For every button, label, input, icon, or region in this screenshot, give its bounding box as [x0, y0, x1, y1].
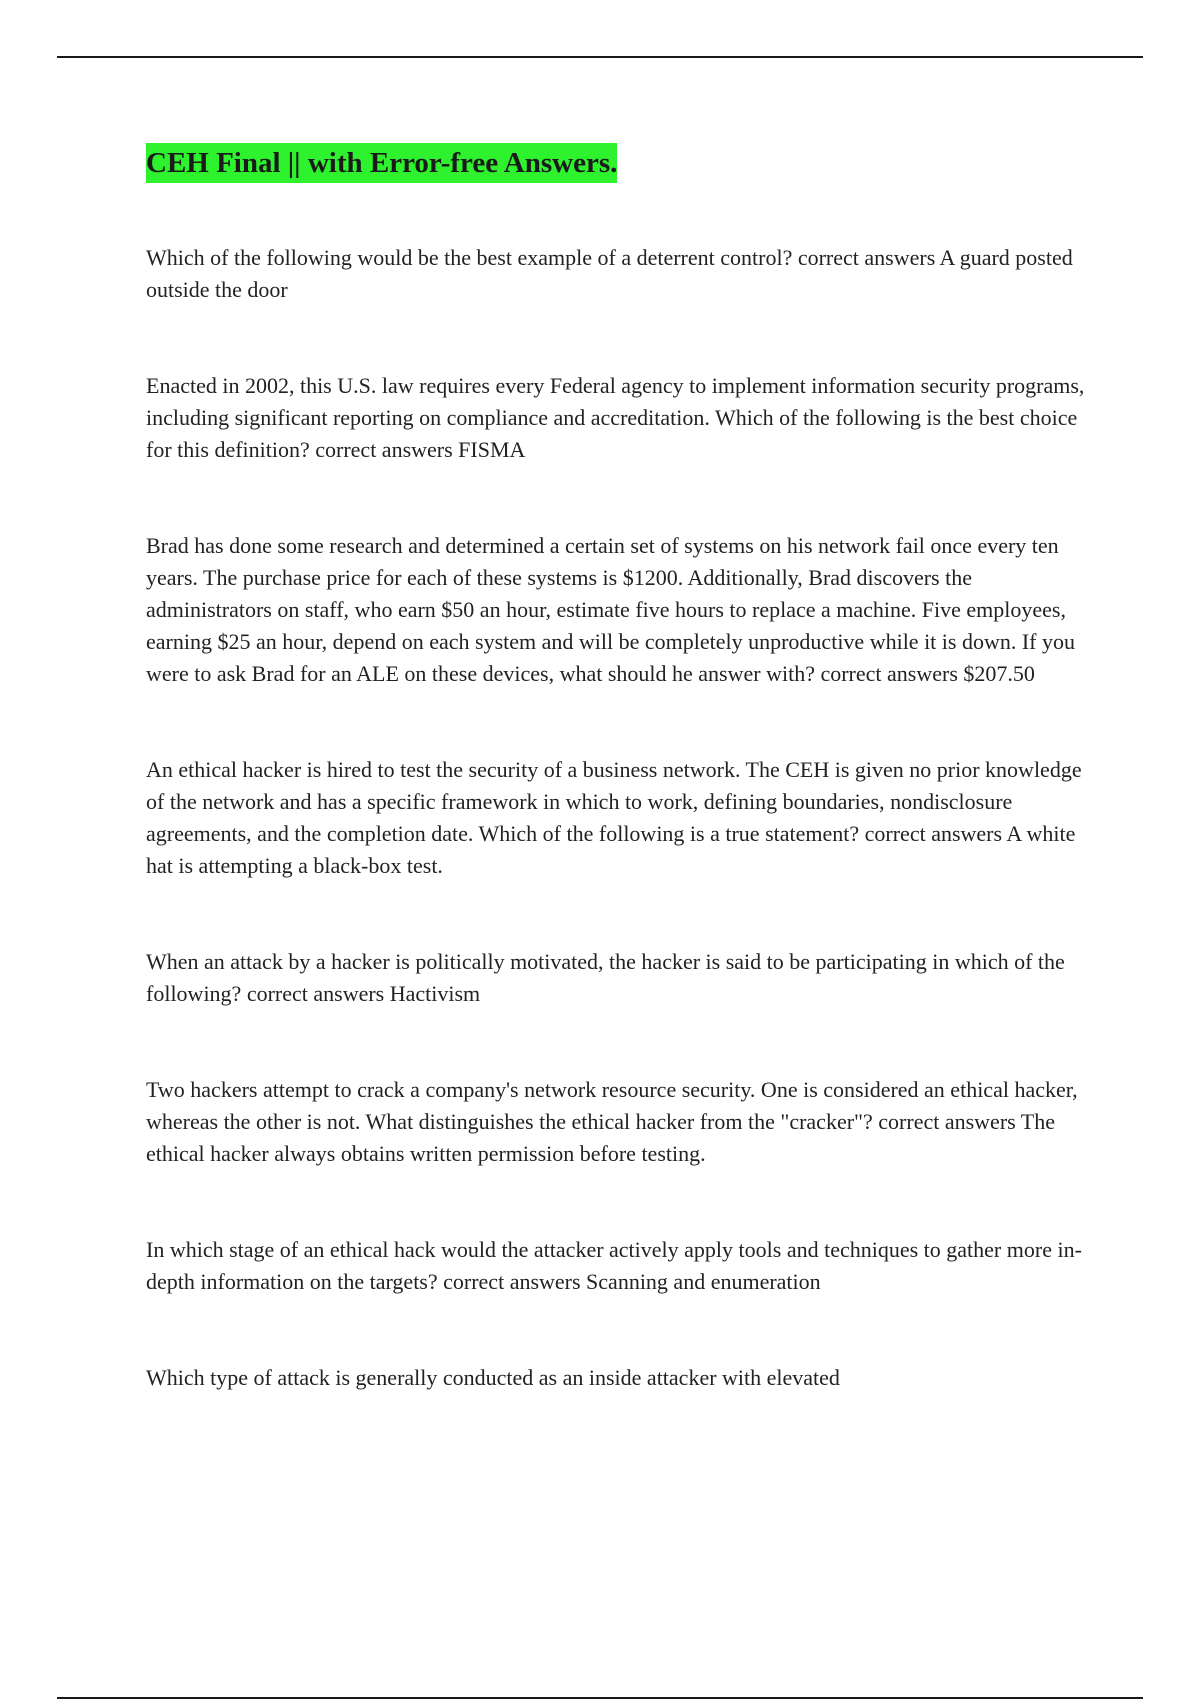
qa-item: Two hackers attempt to crack a company's network resource security. One is considered an ethical hacker, whereas the other is not. What distinguishes the ethical hacker from the "cracker"? correct answers The ethical hacker always obtains written permission before testing.: [146, 1077, 1078, 1166]
qa-item: An ethical hacker is hired to test the security of a business network. The CEH is given no prior knowledge of the network and has a specific framework in which to work, defining boundaries, nondisclosure agreements, and the completion date. Which of the following is a true statement? correct answers A white hat is attempting a black-box test.: [146, 757, 1082, 878]
qa-item: Which of the following would be the best example of a deterrent control? correct answers A guard posted outside the door: [146, 245, 1073, 302]
qa-list: [146, 242, 1096, 1394]
qa-item: When an attack by a hacker is politically motivated, the hacker is said to be participating in which of the following? correct answers Hactivism: [146, 949, 1065, 1006]
qa-item: In which stage of an ethical hack would the attacker actively apply tools and techniques to gather more in-depth information on the targets? correct answers Scanning and enumeration: [146, 1237, 1082, 1294]
document-title: CEH Final || with Error-free Answers.: [146, 143, 617, 183]
qa-item: Brad has done some research and determined a certain set of systems on his network fail once every ten years. The purchase price for each of these systems is $1200. Additionally, Brad discovers the administrators on staff, who earn $50 an hour, estimate five hours to replace a machine. Five employees, earning $25 an hour, depend on each system and will be completely unproductive while it is down. If you were to ask Brad for an ALE on these devices, what should he answer with? correct answers $207.50: [146, 533, 1076, 686]
qa-item: Enacted in 2002, this U.S. law requires every Federal agency to implement information security programs, including significant reporting on compliance and accreditation. Which of the following is the best choice for this definition? correct answers FISMA: [146, 373, 1085, 462]
document-body: [146, 143, 1096, 1458]
qa-item: Which type of attack is generally conducted as an inside attacker with elevated: [146, 1365, 840, 1390]
page-top-rule: [57, 56, 1143, 58]
page-bottom-rule: [57, 1697, 1143, 1699]
